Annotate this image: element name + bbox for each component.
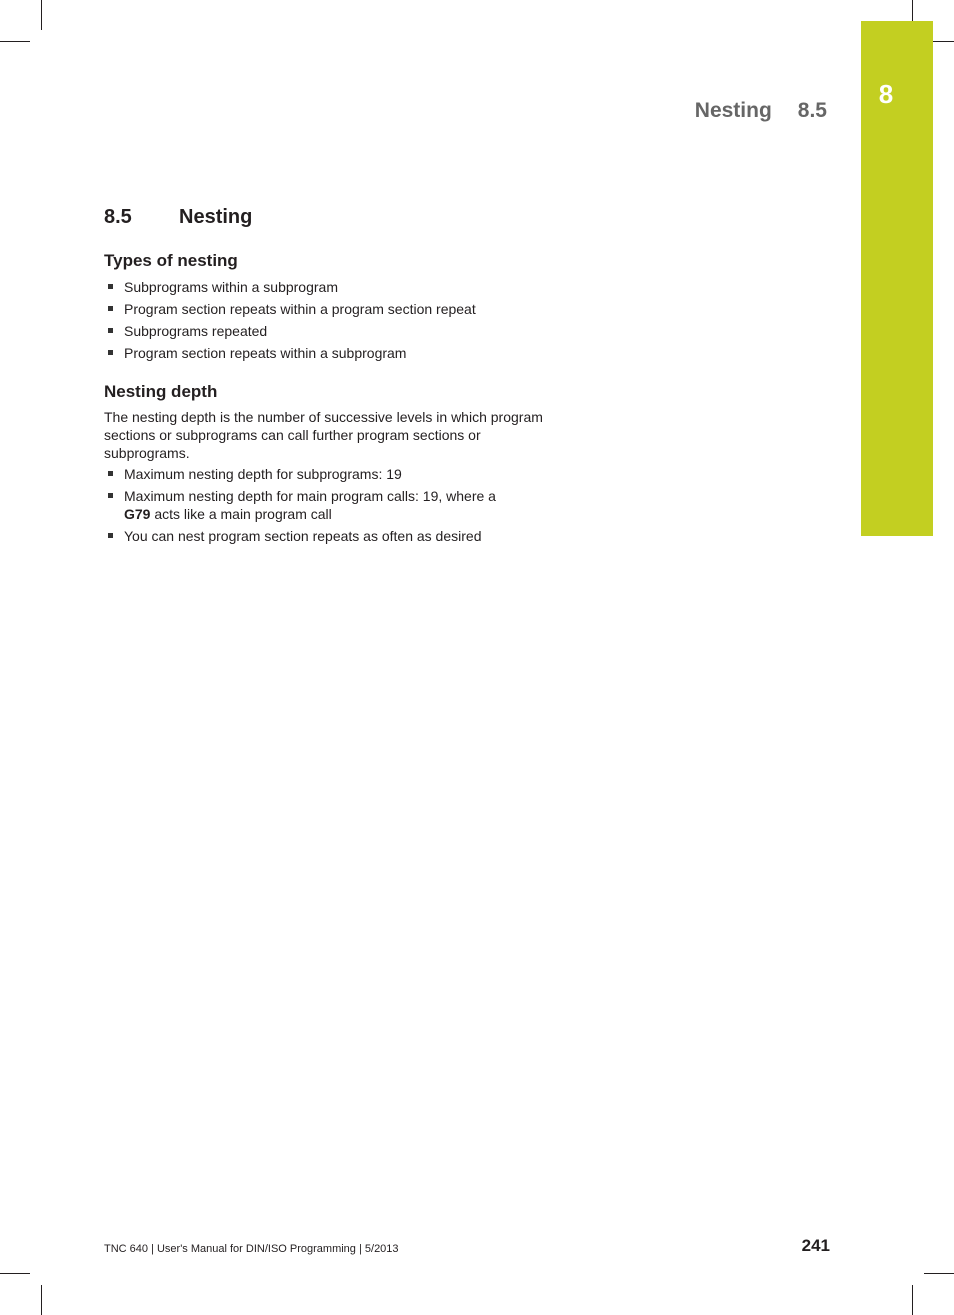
crop-mark [0,1273,30,1274]
crop-mark [912,1285,913,1315]
running-header-section: 8.5 [797,99,827,122]
page-number: 241 [801,1236,830,1255]
chapter-tab [861,21,933,536]
bullet-square-icon [108,284,113,289]
list-item: Program section repeats within a subprogram [104,344,554,362]
crop-mark [41,1285,42,1315]
chapter-number: 8 [878,79,894,109]
types-of-nesting-list [104,278,554,366]
running-header-title: Nesting [694,99,772,122]
section-title-text: Nesting [179,206,253,228]
bullet-square-icon [108,328,113,333]
bullet-square-icon [108,533,113,538]
crop-mark [0,41,30,42]
bullet-square-icon [108,350,113,355]
list-item: Subprograms repeated [104,322,554,340]
crop-mark [41,0,42,30]
list-item: You can nest program section repeats as often as desired [104,527,554,545]
section-title [104,206,253,229]
nesting-depth-heading: Nesting depth [104,382,218,401]
footer-text: TNC 640 | User's Manual for DIN/ISO Programming | 5/2013 [104,1243,399,1255]
list-item: Subprograms within a subprogram [104,278,554,296]
crop-mark [924,1273,954,1274]
list-item: Program section repeats within a program section repeat [104,300,554,318]
section-number: 8.5 [104,206,132,228]
running-header [695,99,827,123]
nesting-depth-list [104,465,554,549]
bullet-square-icon [108,471,113,476]
bullet-square-icon [108,306,113,311]
list-item: Maximum nesting depth for main program calls: 19, where a G79 acts like a main program call [104,487,554,523]
list-item: Maximum nesting depth for subprograms: 19 [104,465,554,483]
nesting-depth-paragraph: The nesting depth is the number of successive levels in which program sections or subprograms can call further program sections or subprograms. [104,409,543,461]
bullet-square-icon [108,493,113,498]
code-keyword: G79 [124,506,151,522]
types-of-nesting-heading: Types of nesting [104,251,238,270]
